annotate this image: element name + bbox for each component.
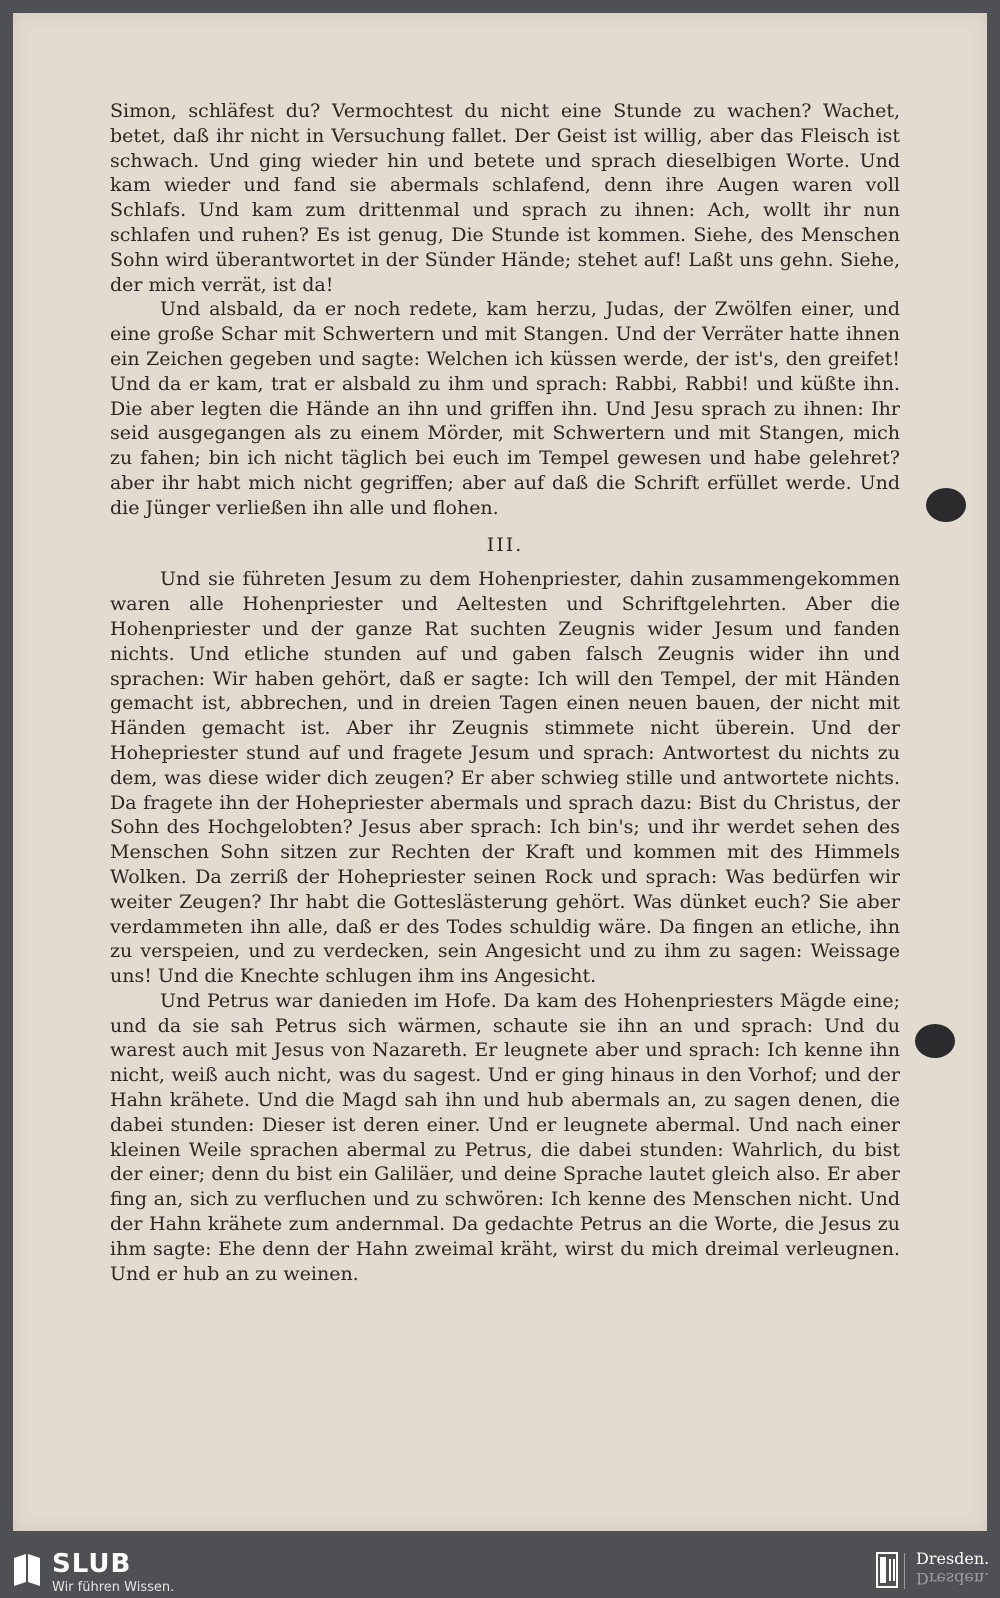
paragraph: Und sie führeten Jesum zu dem Hohenpriester, dahin zusammengekommen waren alle Hohenpriester und Aeltesten und Schriftgelehrten. Aber die Hohenpriester und der ganze Rat suchten Zeugnis wider Jesum und fanden nichts. Und etliche stunden auf und gaben falsch Zeugnis wider ihn und sprachen: Wir haben gehört, daß er sagte: Ich will den Tempel, der mit Händen gemacht ist, abbrechen, und in dreien Tagen einen neuen bauen, der nicht mit Händen gemacht ist. Aber ihr Zeugnis stimmete nicht überein. Und der Hohepriester stund auf und fragete Jesum und sprach: Antwortest du nichts zu dem, was diese wider dich zeugen? Er aber schwieg stille und antwortete nichts. Da fragete ihn der Hohepriester abermals und sprach dazu: Bist du Christus, der Sohn des Hochgelobten? Jesus aber sprach: Ich bin's; und ihr werdet sehen des Menschen Sohn sitzen zur Rechten der Kraft und kommen mit des Himmels Wolken. Da zerriß der Hohepriester seinen Rock und sprach: Was bedürfen wir weiter Zeugen? Ihr habt die Gotteslästerung gehört. Was dünket euch? Sie aber verdammeten ihn alle, daß er des Todes schuldig wäre. Da fingen an etliche, ihn zu verspeien, und zu verdecken, sein Angesicht und zu ihm zu sagen: Weissage uns! Und die Knechte schlugen ihm ins Angesicht. — [110, 568, 900, 988]
library-name[interactable]: SLUB — [52, 1549, 132, 1579]
paragraph: Simon, schläfest du? Vermochtest du nicht eine Stunde zu wachen? Wachet, betet, daß ihr nicht in Versuchung fallet. Der Geist ist willig, aber das Fleisch ist schwach. Und ging wieder hin und betete und sprach dieselbigen Worte. Und kam wieder und fand sie abermals schlafend, denn ihre Augen waren voll Schlafs. Und kam zum drittenmal und sprach zu ihnen: Ach, wollt ihr nun schlafen und ruhen? Es ist genug, Die Stunde ist kommen. Siehe, des Menschen Sohn wird überantwortet in der Sünder Hände; stehet auf! Laßt uns gehn. Siehe, der mich verrät, ist da! — [110, 100, 900, 296]
punch-hole — [926, 488, 966, 522]
scanned-page — [13, 13, 987, 1531]
city-name[interactable]: Dresden. — [916, 1549, 990, 1568]
footer-divider — [904, 1553, 905, 1589]
paragraph: Und alsbald, da er noch redete, kam herzu, Judas, der Zwölfen einer, und eine große Schar mit Schwertern und mit Stangen. Und der Verräter hatte ihnen ein Zeichen gegeben und sagte: Welchen ich küssen werde, der ist's, den greifet! Und da er kam, trat er alsbald zu ihm und sprach: Rabbi, Rabbi! und küßte ihn. Die aber legten die Hände an ihn und griffen ihn. Und Jesu sprach zu ihnen: Ihr seid ausgegangen als zu einem Mörder, mit Schwertern und mit Stangen, mich zu fahen; bin ich nicht täglich bei euch im Tempel gewesen und habe gelehret? aber ihr habt mich nicht gegriffen; aber auf daß die Schrift erfüllet werde. Und die Jünger verließen ihn alle und flohen. — [110, 298, 900, 519]
city-crest-icon — [876, 1551, 898, 1589]
library-tagline: Wir führen Wissen. — [52, 1580, 175, 1595]
section-heading: III. — [486, 533, 524, 556]
book-icon[interactable] — [12, 1552, 42, 1586]
page-text — [110, 99, 900, 1286]
punch-hole — [915, 1024, 955, 1058]
city-name-reflection: Dresden. — [916, 1569, 990, 1588]
footer-bar — [0, 1547, 1000, 1598]
paragraph: Und Petrus war danieden im Hofe. Da kam des Hohenpriesters Mägde eine; und da sie sah Petrus sich wärmen, schaute sie ihn an und sprach: Und du warest auch mit Jesus von Nazareth. Er leugnete aber und sprach: Ich kenne ihn nicht, weiß auch nicht, was du sagest. Und er ging hinaus in den Vorhof; und der Hahn krähete. Und die Magd sah ihn und hub abermals an, zu sagen denen, die dabei stunden: Dieser ist deren einer. Und er leugnete abermal. Und nach einer kleinen Weile sprachen abermal zu Petrus, die dabei stunden: Wahrlich, du bist der einer; denn du bist ein Galiläer, und deine Sprache lautet gleich also. Er aber fing an, sich zu verfluchen und zu schwören: Ich kenne des Menschen nicht. Und der Hahn krähete zum andernmal. Da gedachte Petrus an die Worte, die Jesus zu ihm sagte: Ehe denn der Hahn zweimal kräht, wirst du mich dreimal verleugnen. Und er hub an zu weinen. — [110, 989, 900, 1285]
